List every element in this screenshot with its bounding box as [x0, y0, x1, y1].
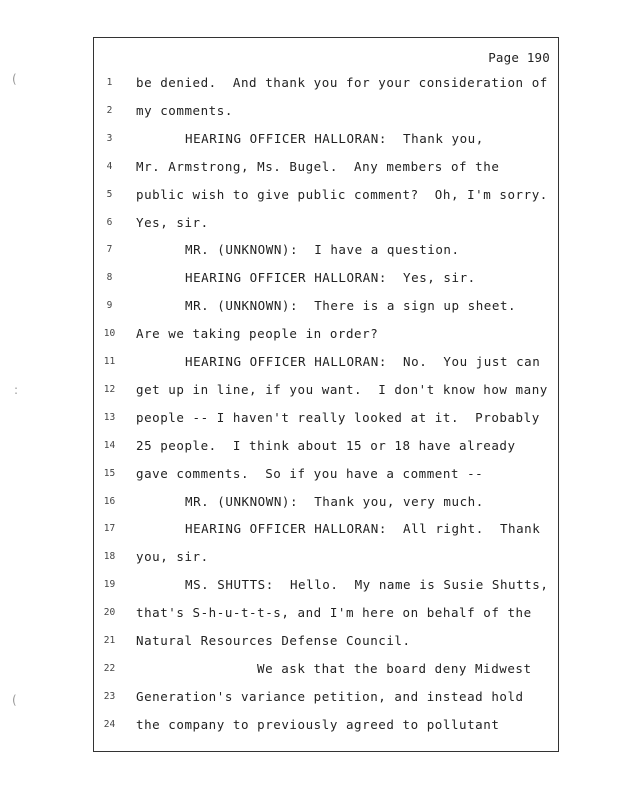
- transcript-line: [94, 683, 558, 711]
- transcript-line: [94, 292, 558, 320]
- line-number: 8: [106, 272, 113, 284]
- line-text: Natural Resources Defense Council.: [136, 633, 411, 648]
- transcript-page: [93, 37, 559, 752]
- left-margin-mark-top: (: [12, 72, 17, 86]
- transcript-line: [94, 460, 558, 488]
- transcript-line: [94, 236, 558, 264]
- transcript-line: [94, 599, 558, 627]
- line-number: 21: [103, 635, 116, 646]
- line-number: 18: [103, 551, 116, 563]
- transcript-line: [94, 488, 558, 516]
- transcript-line: [94, 376, 558, 404]
- transcript-line: [94, 515, 558, 543]
- line-text: HEARING OFFICER HALLORAN: No. You just can: [185, 354, 541, 369]
- transcript-line: [94, 125, 558, 153]
- transcript-line: [94, 97, 558, 125]
- line-text: HEARING OFFICER HALLORAN: Yes, sir.: [185, 270, 476, 286]
- line-text: Generation's variance petition, and instead hold: [136, 688, 524, 704]
- line-text: people -- I haven't really looked at it. Probably: [136, 409, 540, 425]
- line-number: 7: [106, 244, 113, 256]
- transcript-line: [94, 209, 558, 237]
- line-number: 2: [106, 104, 113, 116]
- left-margin-mark-middle: :: [14, 383, 19, 397]
- line-number: 23: [103, 690, 116, 702]
- line-text: Yes, sir.: [136, 214, 209, 230]
- transcript-line: [94, 404, 558, 432]
- line-number: 9: [106, 300, 113, 312]
- line-number: 6: [106, 216, 113, 228]
- line-number: 14: [103, 439, 116, 451]
- line-text: Mr. Armstrong, Ms. Bugel. Any members of the: [136, 158, 500, 174]
- line-number: 22: [103, 662, 116, 674]
- line-text: that's S-h-u-t-t-s, and I'm here on behalf of the: [136, 605, 532, 621]
- line-number: 5: [106, 188, 113, 200]
- transcript-line: [94, 264, 558, 292]
- transcript-line: [94, 69, 558, 97]
- line-text: get up in line, if you want. I don't know how many: [136, 381, 548, 397]
- line-number: 13: [103, 411, 116, 423]
- transcript-line: [94, 655, 558, 683]
- left-margin-mark-bottom: (: [12, 693, 17, 707]
- line-number: 4: [106, 160, 113, 172]
- transcript-line: [94, 181, 558, 209]
- line-text: Are we taking people in order?: [136, 326, 379, 342]
- line-text: MS. SHUTTS: Hello. My name is Susie Shutts,: [185, 577, 549, 593]
- line-number: 24: [103, 718, 116, 730]
- line-number: 1: [106, 77, 113, 88]
- line-text: be denied. And thank you for your consideration of: [136, 75, 548, 90]
- line-text: MR. (UNKNOWN): There is a sign up sheet.: [185, 298, 517, 314]
- line-number: 11: [103, 356, 116, 367]
- line-number: 16: [103, 495, 116, 507]
- transcript-line: [94, 543, 558, 571]
- transcript-line: [94, 627, 558, 655]
- page-number: Page 190: [488, 50, 550, 65]
- line-text: gave comments. So if you have a comment --: [136, 465, 484, 481]
- transcript-line: [94, 153, 558, 181]
- line-number: 3: [106, 132, 113, 144]
- line-text: HEARING OFFICER HALLORAN: All right. Thank: [185, 521, 541, 537]
- transcript-line: [94, 432, 558, 460]
- line-text: HEARING OFFICER HALLORAN: Thank you,: [185, 130, 484, 146]
- line-text: We ask that the board deny Midwest: [257, 660, 532, 676]
- transcript-line: [94, 320, 558, 348]
- line-text: MR. (UNKNOWN): I have a question.: [185, 242, 460, 258]
- line-number: 17: [103, 523, 116, 535]
- line-number: 15: [103, 467, 116, 479]
- line-number: 19: [103, 579, 116, 591]
- line-number: 12: [103, 383, 116, 395]
- line-text: 25 people. I think about 15 or 18 have already: [136, 437, 516, 453]
- line-number: 20: [103, 607, 116, 619]
- line-text: my comments.: [136, 102, 233, 118]
- transcript-line: [94, 711, 558, 739]
- transcript-line: [94, 571, 558, 599]
- line-number: 10: [103, 328, 116, 340]
- transcript-line: [94, 348, 558, 376]
- line-text: public wish to give public comment? Oh, I'm sorry.: [136, 186, 548, 202]
- line-text: you, sir.: [136, 549, 209, 565]
- line-text: the company to previously agreed to pollutant: [136, 716, 500, 732]
- line-text: MR. (UNKNOWN): Thank you, very much.: [185, 493, 484, 509]
